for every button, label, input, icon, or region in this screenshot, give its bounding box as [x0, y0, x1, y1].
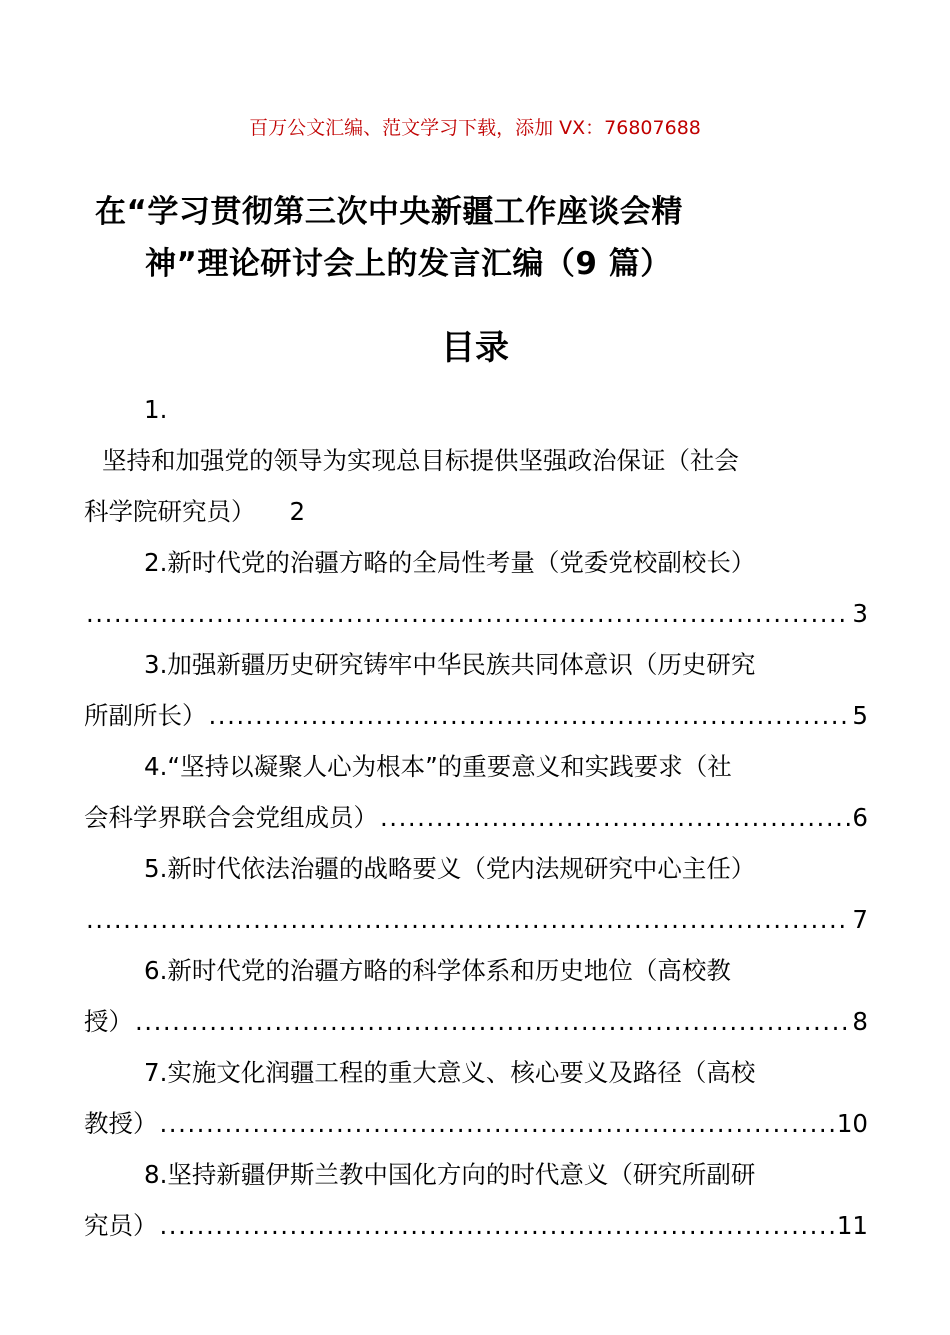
document-title	[95, 186, 865, 290]
toc-entry-8[interactable]	[84, 1149, 868, 1251]
toc-entry-page: 5	[852, 701, 868, 730]
toc-entry-text: 7.实施文化润疆工程的重大意义、核心要义及路径（高校	[144, 1058, 756, 1087]
toc-entry-1[interactable]	[84, 384, 868, 537]
toc-entry-text-continued: 究员）	[84, 1211, 158, 1240]
toc-entry-text-continued: 教授）	[84, 1109, 158, 1138]
toc-entry-page: 8	[852, 1007, 868, 1036]
toc-entry-5[interactable]	[84, 843, 868, 945]
leader-dots	[209, 690, 851, 741]
toc-entry-page: 6	[852, 803, 868, 832]
toc-entry-page: 2	[289, 497, 306, 526]
toc-entry-text-continued: 会科学界联合会党组成员）	[84, 803, 378, 832]
toc-entry-2[interactable]	[84, 537, 868, 639]
toc-heading: 目录	[441, 328, 509, 368]
leader-dots	[380, 792, 850, 843]
toc-entry-page: 11	[836, 1211, 868, 1240]
toc-entry-6[interactable]	[84, 945, 868, 1047]
leader-dots	[135, 996, 850, 1047]
toc-entry-4[interactable]	[84, 741, 868, 843]
toc-entry-page: 10	[836, 1109, 868, 1138]
toc-entry-text-continued: 所副所长）	[84, 701, 207, 730]
toc-entry-text-continued: 授）	[84, 1007, 133, 1036]
leader-dots	[160, 1098, 835, 1149]
toc-entry-number: 1.	[144, 395, 168, 424]
toc-entry-text: 3.加强新疆历史研究铸牢中华民族共同体意识（历史研究	[144, 650, 756, 679]
toc-entry-text: 5.新时代依法治疆的战略要义（党内法规研究中心主任）	[144, 854, 756, 883]
title-line-1: 在“学习贯彻第三次中央新疆工作座谈会精	[95, 194, 683, 230]
toc-entry-text: 坚持和加强党的领导为实现总目标提供坚强政治保证（社会	[102, 446, 739, 475]
toc-entry-text-continued: 科学院研究员） 2	[84, 497, 306, 526]
leader-dots	[86, 588, 850, 639]
toc-entry-text: 4.“坚持以凝聚人心为根本”的重要意义和实践要求（社	[144, 752, 732, 781]
leader-dots	[86, 894, 850, 945]
title-line-2: 神”理论研讨会上的发言汇编（9 篇）	[145, 246, 672, 282]
table-of-contents	[84, 384, 868, 1251]
toc-entry-text: 6.新时代党的治疆方略的科学体系和历史地位（高校教	[144, 956, 731, 985]
toc-entry-page: 7	[852, 905, 868, 934]
toc-entry-text: 2.新时代党的治疆方略的全局性考量（党委党校副校长）	[144, 548, 756, 577]
toc-entry-3[interactable]	[84, 639, 868, 741]
toc-entry-page: 3	[852, 599, 868, 628]
toc-entry-text: 8.坚持新疆伊斯兰教中国化方向的时代意义（研究所副研	[144, 1160, 756, 1189]
toc-entry-7[interactable]	[84, 1047, 868, 1149]
leader-dots	[160, 1200, 835, 1251]
header-note: 百万公文汇编、范文学习下载，添加 VX：76807688	[249, 117, 701, 139]
